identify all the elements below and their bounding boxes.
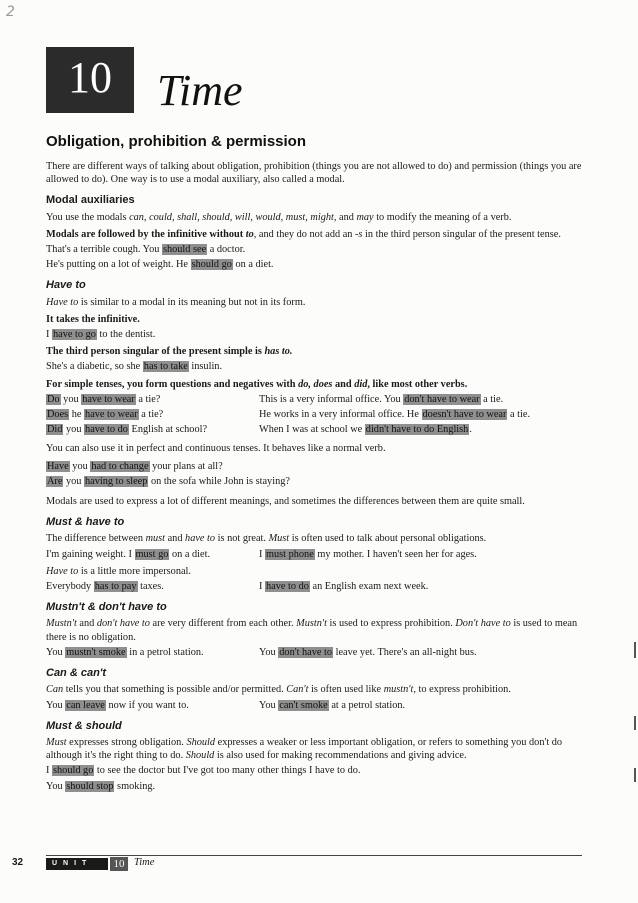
example-sentence: I'm gaining weight. I must go on a diet. bbox=[46, 548, 211, 560]
section-title: Obligation, prohibition & permission bbox=[46, 133, 306, 150]
heading-have-to: Have to bbox=[46, 279, 86, 292]
highlight: have to wear bbox=[82, 393, 135, 405]
highlight: Did bbox=[47, 424, 63, 436]
can-paragraph: Can tells you that something is possible and/or permitted. Can't is often used like mustn't, to express prohibition. bbox=[46, 684, 511, 696]
highlight: Have bbox=[47, 460, 69, 472]
highlight: doesn't have to wear bbox=[422, 409, 507, 421]
scan-edge-mark bbox=[634, 768, 636, 782]
heading-must-should: Must & should bbox=[46, 719, 122, 732]
heading-must-have-to: Must & have to bbox=[46, 516, 125, 529]
highlight: Do bbox=[47, 393, 60, 405]
handwritten-page-mark: 2 bbox=[6, 4, 15, 20]
highlight: can leave bbox=[66, 699, 105, 711]
highlight: can't smoke bbox=[279, 699, 328, 711]
highlight: have to wear bbox=[85, 409, 138, 421]
page-number: 32 bbox=[12, 857, 24, 868]
highlight: have to do bbox=[85, 424, 128, 436]
example-sentence: Everybody has to pay taxes. bbox=[46, 581, 164, 593]
example-negative: When I was at school we didn't have to do English. bbox=[259, 424, 472, 436]
highlight: should stop bbox=[66, 780, 114, 792]
example-question: Did you have to do English at school? bbox=[47, 424, 208, 436]
highlight: Does bbox=[47, 409, 69, 421]
footer-unit-label: UNIT bbox=[46, 858, 108, 870]
example-row bbox=[46, 646, 594, 659]
highlight: mustn't smoke bbox=[66, 646, 126, 658]
example-sentence: He's putting on a lot of weight. He should go on a diet. bbox=[46, 259, 274, 271]
footer-rule bbox=[46, 855, 582, 856]
highlight: must phone bbox=[266, 548, 314, 560]
highlight: should go bbox=[53, 765, 94, 777]
example-row bbox=[46, 408, 594, 421]
scan-edge-mark bbox=[634, 642, 636, 658]
highlight: Are bbox=[47, 475, 63, 487]
highlight: didn't have to do English bbox=[365, 424, 469, 436]
footer-unit-number: 10 bbox=[110, 857, 128, 871]
example-sentence: Are you having to sleep on the sofa while John is staying? bbox=[47, 475, 290, 487]
page-content bbox=[46, 160, 594, 797]
highlight: have to do bbox=[266, 581, 309, 593]
example-row bbox=[46, 580, 594, 593]
example-question: Does he have to wear a tie? bbox=[47, 409, 164, 421]
have-to-paragraph: You can also use it in perfect and continuous tenses. It behaves like a normal verb. bbox=[46, 443, 386, 455]
example-row bbox=[46, 548, 594, 561]
highlight: having to sleep bbox=[85, 475, 148, 487]
example-sentence: I have to do an English exam next week. bbox=[259, 581, 429, 593]
example-sentence: You mustn't smoke in a petrol station. bbox=[46, 646, 204, 658]
highlight: has to take bbox=[143, 361, 188, 373]
have-to-paragraph: Have to is similar to a modal in its meaning but not in its form. bbox=[46, 296, 306, 308]
should-paragraph: Must expresses strong obligation. Should expresses a weaker or less important obligation, or refers to something you don't do although it's the right thing to do. Should is also used for making recommendations and giving advice. bbox=[46, 736, 563, 762]
example-sentence: You can't smoke at a petrol station. bbox=[259, 699, 406, 711]
mustnt-paragraph: Mustn't and don't have to are very different from each other. Mustn't is used to express prohibition. Don't have to is used to mean there is no obligation. bbox=[46, 618, 578, 643]
highlight: don't have to wear bbox=[404, 393, 480, 405]
highlight: should go bbox=[191, 259, 232, 271]
highlight: must go bbox=[135, 548, 169, 560]
highlight: should see bbox=[162, 244, 207, 256]
highlight: don't have to bbox=[279, 646, 333, 658]
heading-can-cant: Can & can't bbox=[46, 667, 107, 680]
example-sentence: I have to go to the dentist. bbox=[46, 329, 156, 341]
must-have-paragraph: Have to is a little more impersonal. bbox=[46, 565, 191, 577]
highlight: have to go bbox=[53, 329, 96, 341]
have-to-rule: For simple tenses, you form questions and negatives with do, does and did, like most other verbs. bbox=[46, 378, 468, 390]
scan-edge-mark bbox=[634, 716, 636, 730]
example-sentence: That's a terrible cough. You should see a doctor. bbox=[46, 244, 246, 256]
must-have-paragraph: The difference between must and have to is not great. Must is often used to talk about personal obligations. bbox=[46, 533, 487, 545]
example-question: Do you have to wear a tie? bbox=[47, 393, 161, 405]
example-sentence: She's a diabetic, so she has to take insulin. bbox=[46, 361, 223, 373]
heading-mustnt-dont-have-to: Mustn't & don't have to bbox=[46, 601, 167, 614]
example-sentence: You should stop smoking. bbox=[46, 780, 156, 792]
modal-aux-rule: Modals are followed by the infinitive without to, and they do not add an -s in the third person singular of the present tense. bbox=[46, 228, 561, 240]
heading-modal-auxiliaries: Modal auxiliaries bbox=[46, 194, 135, 207]
highlight: has to pay bbox=[94, 581, 137, 593]
summary-paragraph: Modals are used to express a lot of different meanings, and sometimes the differences between them are quite small. bbox=[46, 496, 525, 508]
have-to-rule: The third person singular of the present simple is has to. bbox=[46, 346, 293, 358]
intro-paragraph: There are different ways of talking about obligation, prohibition (things you are not allowed to do) and permission (things you are allowed to do). One way is to use a modal auxiliary, also called a modal. bbox=[46, 161, 582, 186]
example-row bbox=[46, 423, 594, 436]
example-sentence: I must phone my mother. I haven't seen her for ages. bbox=[259, 548, 477, 560]
example-row bbox=[46, 699, 594, 712]
footer-unit-title: Time bbox=[134, 857, 155, 868]
example-sentence: You don't have to leave yet. There's an all-night bus. bbox=[259, 646, 477, 658]
unit-number: 10 bbox=[68, 53, 112, 102]
example-sentence: You can leave now if you want to. bbox=[46, 699, 189, 711]
example-negative: He works in a very informal office. He doesn't have to wear a tie. bbox=[259, 409, 531, 421]
example-sentence: Have you had to change your plans at all? bbox=[47, 460, 223, 472]
unit-title: Time bbox=[157, 66, 243, 115]
example-row bbox=[46, 393, 594, 406]
example-sentence: I should go to see the doctor but I've got too many other things I have to do. bbox=[46, 765, 361, 777]
modal-aux-paragraph: You use the modals can, could, shall, should, will, would, must, might, and may to modify the meaning of a verb. bbox=[46, 211, 512, 223]
highlight: had to change bbox=[91, 460, 149, 472]
example-negative: This is a very informal office. You don't have to wear a tie. bbox=[259, 393, 504, 405]
have-to-rule: It takes the infinitive. bbox=[46, 313, 140, 325]
